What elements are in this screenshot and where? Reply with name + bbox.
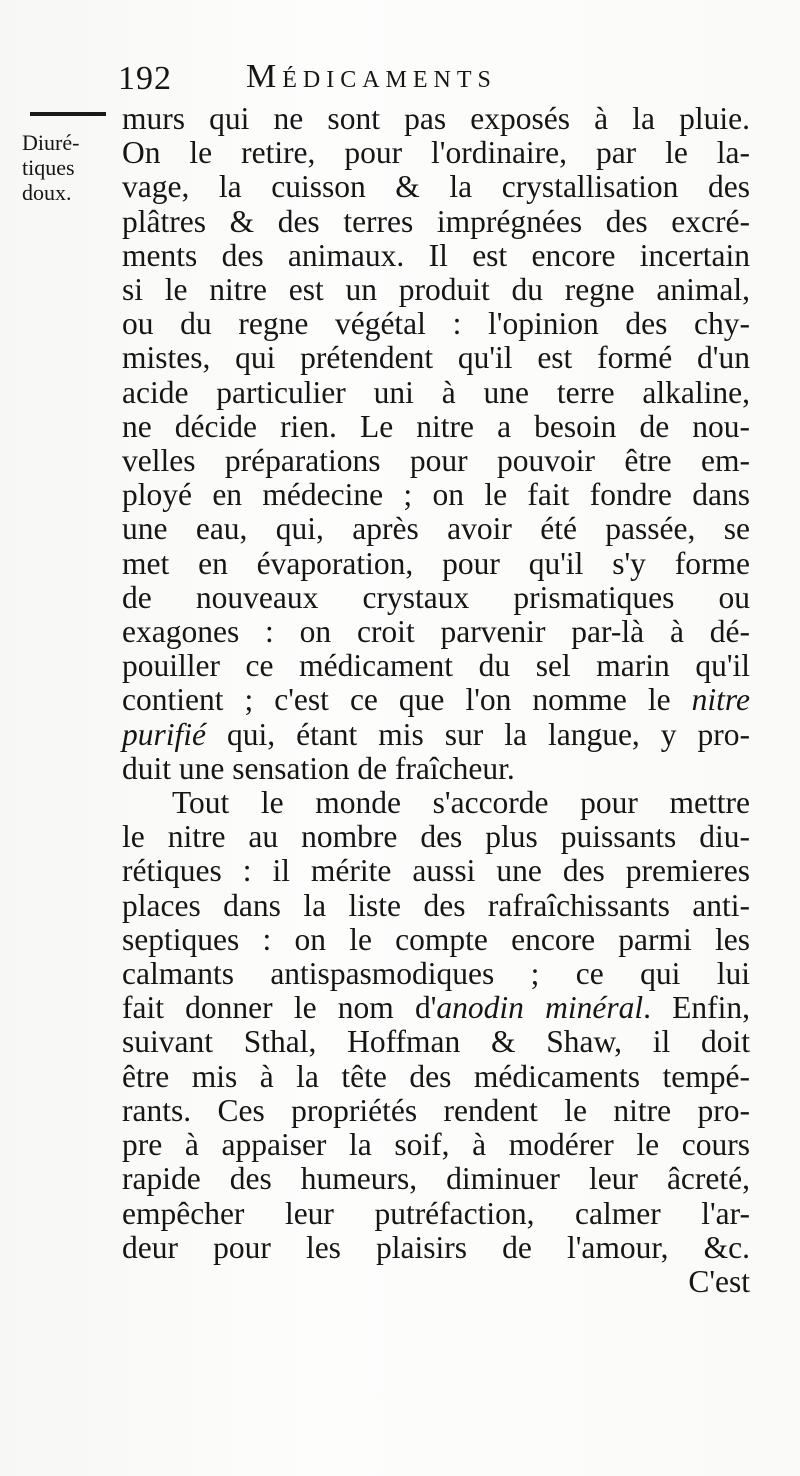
text-line: On le retire, pour l'ordinaire, par le la- [122,135,750,171]
text-line-compound [122,683,750,717]
text-line: si le nitre est un produit du regne animal, [122,272,750,308]
paragraph-start-line: Tout le monde s'accorde pour mettre [172,785,750,821]
text-line: le nitre au nombre des plus puissants diu- [122,819,750,855]
text-line: ou du regne végétal : l'opinion des chy- [122,306,750,342]
text-segment: . Enfin, [643,990,751,1026]
text-line: rétiques : il mérite aussi une des premieres [122,853,750,889]
text-line: rapide des humeurs, diminuer leur âcreté, [122,1161,750,1197]
margin-note-line: Diuré- [22,130,80,155]
text-line: ments des animaux. Il est encore incertain [122,237,750,273]
margin-note [22,130,114,205]
italic-term: anodin minéral [436,990,644,1026]
text-line-compound [122,718,750,752]
text-line: acide particulier uni à une terre alkaline, [122,374,750,410]
text-line: places dans la liste des rafraîchissants anti- [122,887,750,923]
margin-rule [30,112,106,116]
text-line: met en évaporation, pour qu'il s'y forme [122,545,750,581]
italic-term: purifié [122,716,206,752]
text-line: empêcher leur putréfaction, calmer l'ar- [122,1195,750,1231]
text-line: de nouveaux crystaux prismatiques ou [122,579,750,615]
catchword: C'est [688,1263,750,1299]
text-line: mistes, qui prétendent qu'il est formé d'un [122,340,750,376]
page-header [118,56,758,106]
page-number: 192 [118,60,172,97]
text-line: deur pour les plaisirs de l'amour, &c. [122,1229,750,1265]
text-segment: qui, étant mis sur la langue, y pro- [226,716,751,752]
text-line: pouiller ce médicament du sel marin qu'il [122,648,750,684]
running-head: Médicaments [246,58,497,95]
text-line: duit une sensation de fraîcheur. [122,750,515,786]
text-line: suivant Sthal, Hoffman & Shaw, il doit [122,1024,750,1060]
text-line-compound [122,991,750,1025]
body-text [122,102,750,1299]
italic-term: nitre [691,682,750,718]
text-line: pre à appaiser la soif, à modérer le cours [122,1127,750,1163]
text-line: septiques : on le compte encore parmi les [122,921,750,957]
text-line: ployé en médecine ; on le fait fondre dans [122,477,750,513]
text-segment: contient ; c'est ce que l'on nomme le [122,682,671,718]
text-line: être mis à la tête des médicaments tempé- [122,1058,750,1094]
text-line: exagones : on croit parvenir par-là à dé- [122,614,750,650]
text-segment: fait donner le nom d' [122,990,437,1026]
text-line: velles préparations pour pouvoir être em- [122,443,750,479]
margin-note-line: doux. [22,180,72,205]
text-line: ne décide rien. Le nitre a besoin de nou- [122,408,750,444]
text-line: vage, la cuisson & la crystallisation des [122,169,750,205]
text-line: une eau, qui, après avoir été passée, se [122,511,750,547]
text-line: calmants antispasmodiques ; ce qui lui [122,956,750,992]
margin-note-line: tiques [22,155,75,180]
text-line: plâtres & des terres imprégnées des excré- [122,203,750,239]
text-line: murs qui ne sont pas exposés à la pluie. [122,101,750,136]
text-line: rants. Ces propriétés rendent le nitre pro- [122,1092,750,1128]
